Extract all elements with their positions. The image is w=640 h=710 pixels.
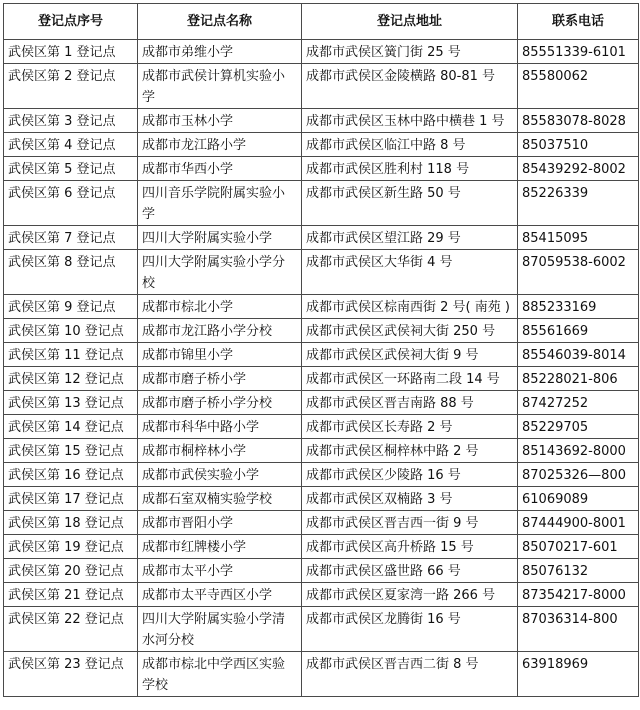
table-row [4, 295, 639, 319]
cell-name: 四川音乐学院附属实验小学 [138, 181, 302, 226]
cell-phone: 85226339 [518, 181, 639, 226]
cell-address: 成都市武侯区夏家湾一路 266 号 [302, 583, 518, 607]
cell-address: 成都市武侯区桐梓林中路 2 号 [302, 439, 518, 463]
header-row [4, 4, 639, 40]
table-header [4, 4, 639, 40]
table-row [4, 607, 639, 652]
table-row [4, 226, 639, 250]
cell-name: 成都市棕北小学 [138, 295, 302, 319]
table-row [4, 511, 639, 535]
cell-id: 武侯区第 14 登记点 [4, 415, 138, 439]
cell-phone: 85143692-8000 [518, 439, 639, 463]
table-row [4, 535, 639, 559]
cell-id: 武侯区第 23 登记点 [4, 652, 138, 697]
cell-address: 成都市武侯区龙腾街 16 号 [302, 607, 518, 652]
cell-name: 成都市武侯计算机实验小学 [138, 64, 302, 109]
cell-name: 成都市龙江路小学分校 [138, 319, 302, 343]
cell-id: 武侯区第 12 登记点 [4, 367, 138, 391]
table-row [4, 109, 639, 133]
cell-address: 成都市武侯区大华街 4 号 [302, 250, 518, 295]
cell-id: 武侯区第 1 登记点 [4, 40, 138, 64]
table-row [4, 157, 639, 181]
table-row [4, 40, 639, 64]
cell-name: 四川大学附属实验小学分校 [138, 250, 302, 295]
cell-name: 成都市弟维小学 [138, 40, 302, 64]
table-row [4, 439, 639, 463]
table-row [4, 559, 639, 583]
table-row [4, 415, 639, 439]
cell-phone: 85037510 [518, 133, 639, 157]
table-row [4, 391, 639, 415]
cell-address: 成都市武侯区金陵横路 80-81 号 [302, 64, 518, 109]
cell-name: 成都市棕北中学西区实验学校 [138, 652, 302, 697]
cell-address: 成都市武侯区晋吉西二街 8 号 [302, 652, 518, 697]
cell-address: 成都市武侯区胜利村 118 号 [302, 157, 518, 181]
table-row [4, 463, 639, 487]
cell-id: 武侯区第 5 登记点 [4, 157, 138, 181]
cell-address: 成都市武侯区武侯祠大街 9 号 [302, 343, 518, 367]
cell-id: 武侯区第 22 登记点 [4, 607, 138, 652]
cell-name: 成都市桐梓林小学 [138, 439, 302, 463]
cell-id: 武侯区第 13 登记点 [4, 391, 138, 415]
cell-phone: 85583078-8028 [518, 109, 639, 133]
cell-phone: 85070217-601 [518, 535, 639, 559]
cell-id: 武侯区第 18 登记点 [4, 511, 138, 535]
cell-id: 武侯区第 6 登记点 [4, 181, 138, 226]
cell-id: 武侯区第 10 登记点 [4, 319, 138, 343]
table-row [4, 319, 639, 343]
cell-name: 成都市华西小学 [138, 157, 302, 181]
cell-address: 成都市武侯区新生路 50 号 [302, 181, 518, 226]
cell-id: 武侯区第 15 登记点 [4, 439, 138, 463]
cell-name: 成都市磨子桥小学 [138, 367, 302, 391]
cell-address: 成都市武侯区高升桥路 15 号 [302, 535, 518, 559]
cell-name: 四川大学附属实验小学清水河分校 [138, 607, 302, 652]
cell-phone: 85415095 [518, 226, 639, 250]
cell-id: 武侯区第 9 登记点 [4, 295, 138, 319]
cell-phone: 885233169 [518, 295, 639, 319]
cell-phone: 85439292-8002 [518, 157, 639, 181]
registration-points-table [3, 3, 639, 697]
cell-address: 成都市武侯区簧门街 25 号 [302, 40, 518, 64]
cell-id: 武侯区第 7 登记点 [4, 226, 138, 250]
cell-phone: 85076132 [518, 559, 639, 583]
cell-phone: 87025326—800 [518, 463, 639, 487]
cell-address: 成都市武侯区少陵路 16 号 [302, 463, 518, 487]
cell-name: 成都市玉林小学 [138, 109, 302, 133]
cell-phone: 87354217-8000 [518, 583, 639, 607]
cell-phone: 85561669 [518, 319, 639, 343]
cell-name: 成都市太平小学 [138, 559, 302, 583]
cell-address: 成都市武侯区长寿路 2 号 [302, 415, 518, 439]
cell-name: 成都市锦里小学 [138, 343, 302, 367]
cell-phone: 61069089 [518, 487, 639, 511]
table-row [4, 583, 639, 607]
cell-id: 武侯区第 20 登记点 [4, 559, 138, 583]
cell-id: 武侯区第 17 登记点 [4, 487, 138, 511]
table-row [4, 181, 639, 226]
cell-address: 成都市武侯区玉林中路中横巷 1 号 [302, 109, 518, 133]
cell-name: 四川大学附属实验小学 [138, 226, 302, 250]
cell-phone: 87427252 [518, 391, 639, 415]
cell-id: 武侯区第 16 登记点 [4, 463, 138, 487]
cell-phone: 87059538-6002 [518, 250, 639, 295]
cell-id: 武侯区第 19 登记点 [4, 535, 138, 559]
cell-name: 成都市红牌楼小学 [138, 535, 302, 559]
cell-id: 武侯区第 21 登记点 [4, 583, 138, 607]
cell-phone: 85229705 [518, 415, 639, 439]
cell-address: 成都市武侯区临江中路 8 号 [302, 133, 518, 157]
table-row [4, 133, 639, 157]
cell-address: 成都市武侯区一环路南二段 14 号 [302, 367, 518, 391]
cell-name: 成都市龙江路小学 [138, 133, 302, 157]
cell-phone: 87444900-8001 [518, 511, 639, 535]
cell-address: 成都市武侯区盛世路 66 号 [302, 559, 518, 583]
table-row [4, 64, 639, 109]
cell-id: 武侯区第 2 登记点 [4, 64, 138, 109]
table-row [4, 343, 639, 367]
cell-address: 成都市武侯区望江路 29 号 [302, 226, 518, 250]
table-row [4, 652, 639, 697]
table-row [4, 250, 639, 295]
cell-name: 成都石室双楠实验学校 [138, 487, 302, 511]
cell-name: 成都市晋阳小学 [138, 511, 302, 535]
cell-id: 武侯区第 11 登记点 [4, 343, 138, 367]
cell-address: 成都市武侯区武侯祠大街 250 号 [302, 319, 518, 343]
cell-phone: 85551339-6101 [518, 40, 639, 64]
cell-phone: 85546039-8014 [518, 343, 639, 367]
cell-address: 成都市武侯区棕南西街 2 号( 南苑 ) [302, 295, 518, 319]
cell-phone: 85580062 [518, 64, 639, 109]
cell-id: 武侯区第 8 登记点 [4, 250, 138, 295]
header-id: 登记点序号 [4, 4, 138, 40]
cell-phone: 87036314-800 [518, 607, 639, 652]
cell-address: 成都市武侯区双楠路 3 号 [302, 487, 518, 511]
cell-name: 成都市武侯实验小学 [138, 463, 302, 487]
cell-phone: 63918969 [518, 652, 639, 697]
table-row [4, 367, 639, 391]
cell-phone: 85228021-806 [518, 367, 639, 391]
cell-id: 武侯区第 3 登记点 [4, 109, 138, 133]
cell-address: 成都市武侯区晋吉西一街 9 号 [302, 511, 518, 535]
cell-name: 成都市科华中路小学 [138, 415, 302, 439]
cell-name: 成都市磨子桥小学分校 [138, 391, 302, 415]
table-row [4, 487, 639, 511]
cell-address: 成都市武侯区晋吉南路 88 号 [302, 391, 518, 415]
header-phone: 联系电话 [518, 4, 639, 40]
table-body [4, 40, 639, 697]
cell-name: 成都市太平寺西区小学 [138, 583, 302, 607]
cell-id: 武侯区第 4 登记点 [4, 133, 138, 157]
header-address: 登记点地址 [302, 4, 518, 40]
header-name: 登记点名称 [138, 4, 302, 40]
